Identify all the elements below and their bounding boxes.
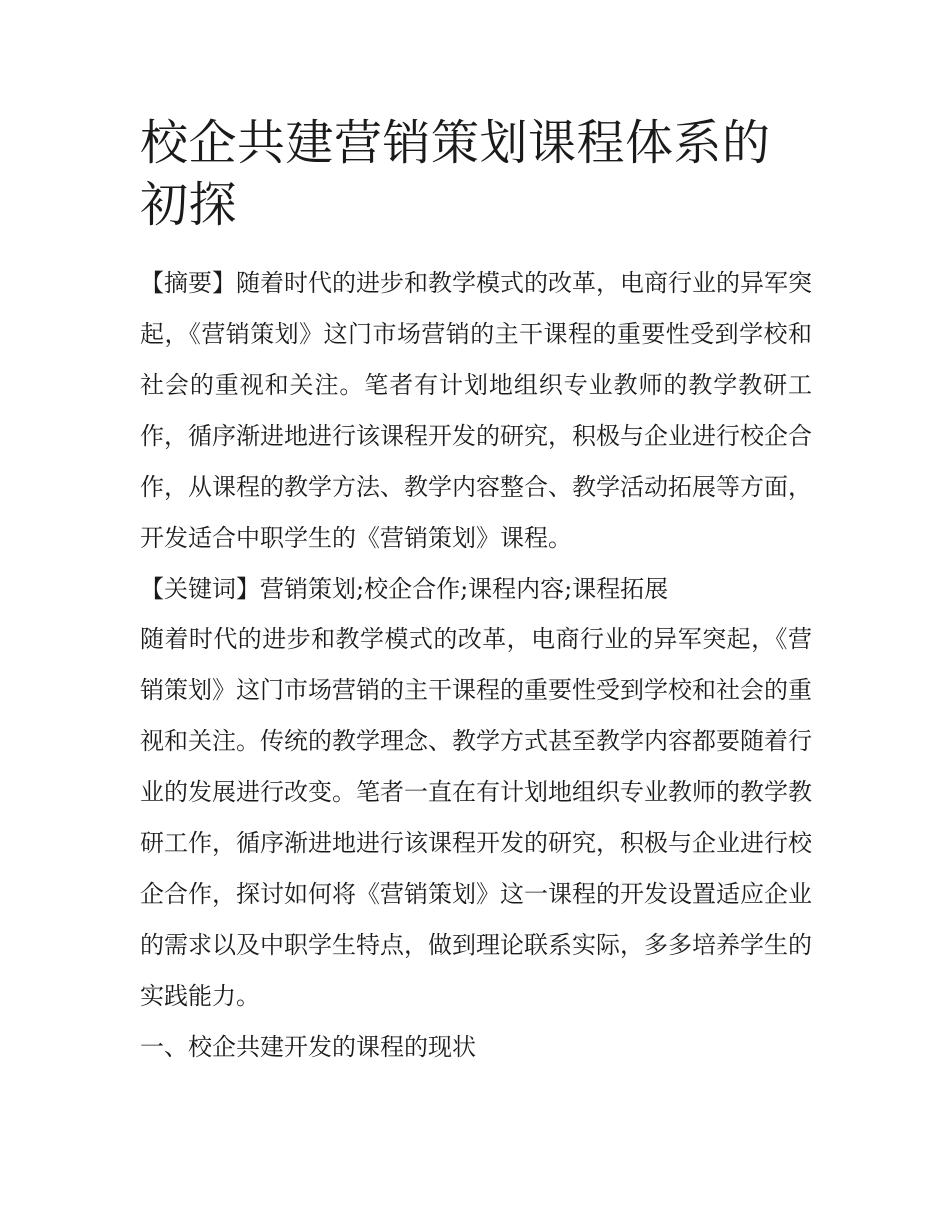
keywords-line: 【关键词】营销策划;校企合作;课程内容;课程拓展 <box>140 575 669 603</box>
abstract-paragraph: 【摘要】随着时代的进步和教学模式的改革，电商行业的异军突起，《营销策划》这门市场营销的主干课程的重要性受到学校和社会的重视和关注。笔者有计划地组织专业教师的教学教研工作，循序渐进地进行该课程开发的研究，积极与企业进行校企合作，从课程的教学方法、教学内容整合、教学活动拓展等方面，开发适合中职学生的《营销策划》课程。 <box>140 269 812 552</box>
document-title: 校企共建营销策划课程体系的初探 <box>140 115 771 233</box>
body-paragraph: 随着时代的进步和教学模式的改革，电商行业的异军突起，《营销策划》这门市场营销的主干课程的重要性受到学校和社会的重视和关注。传统的教学理念、教学方式甚至教学内容都要随着行业的发展进行改变。笔者一直在有计划地组织专业教师的教学教研工作，循序渐进地进行该课程开发的研究，积极与企业进行校企合作，探讨如何将《营销策划》这一课程的开发设置适应企业的需求以及中职学生特点，做到理论联系实际，多多培养学生的实践能力。 <box>140 625 812 1010</box>
document-page <box>140 112 812 1072</box>
section-heading: 一、校企共建开发的课程的现状 <box>140 1033 476 1061</box>
